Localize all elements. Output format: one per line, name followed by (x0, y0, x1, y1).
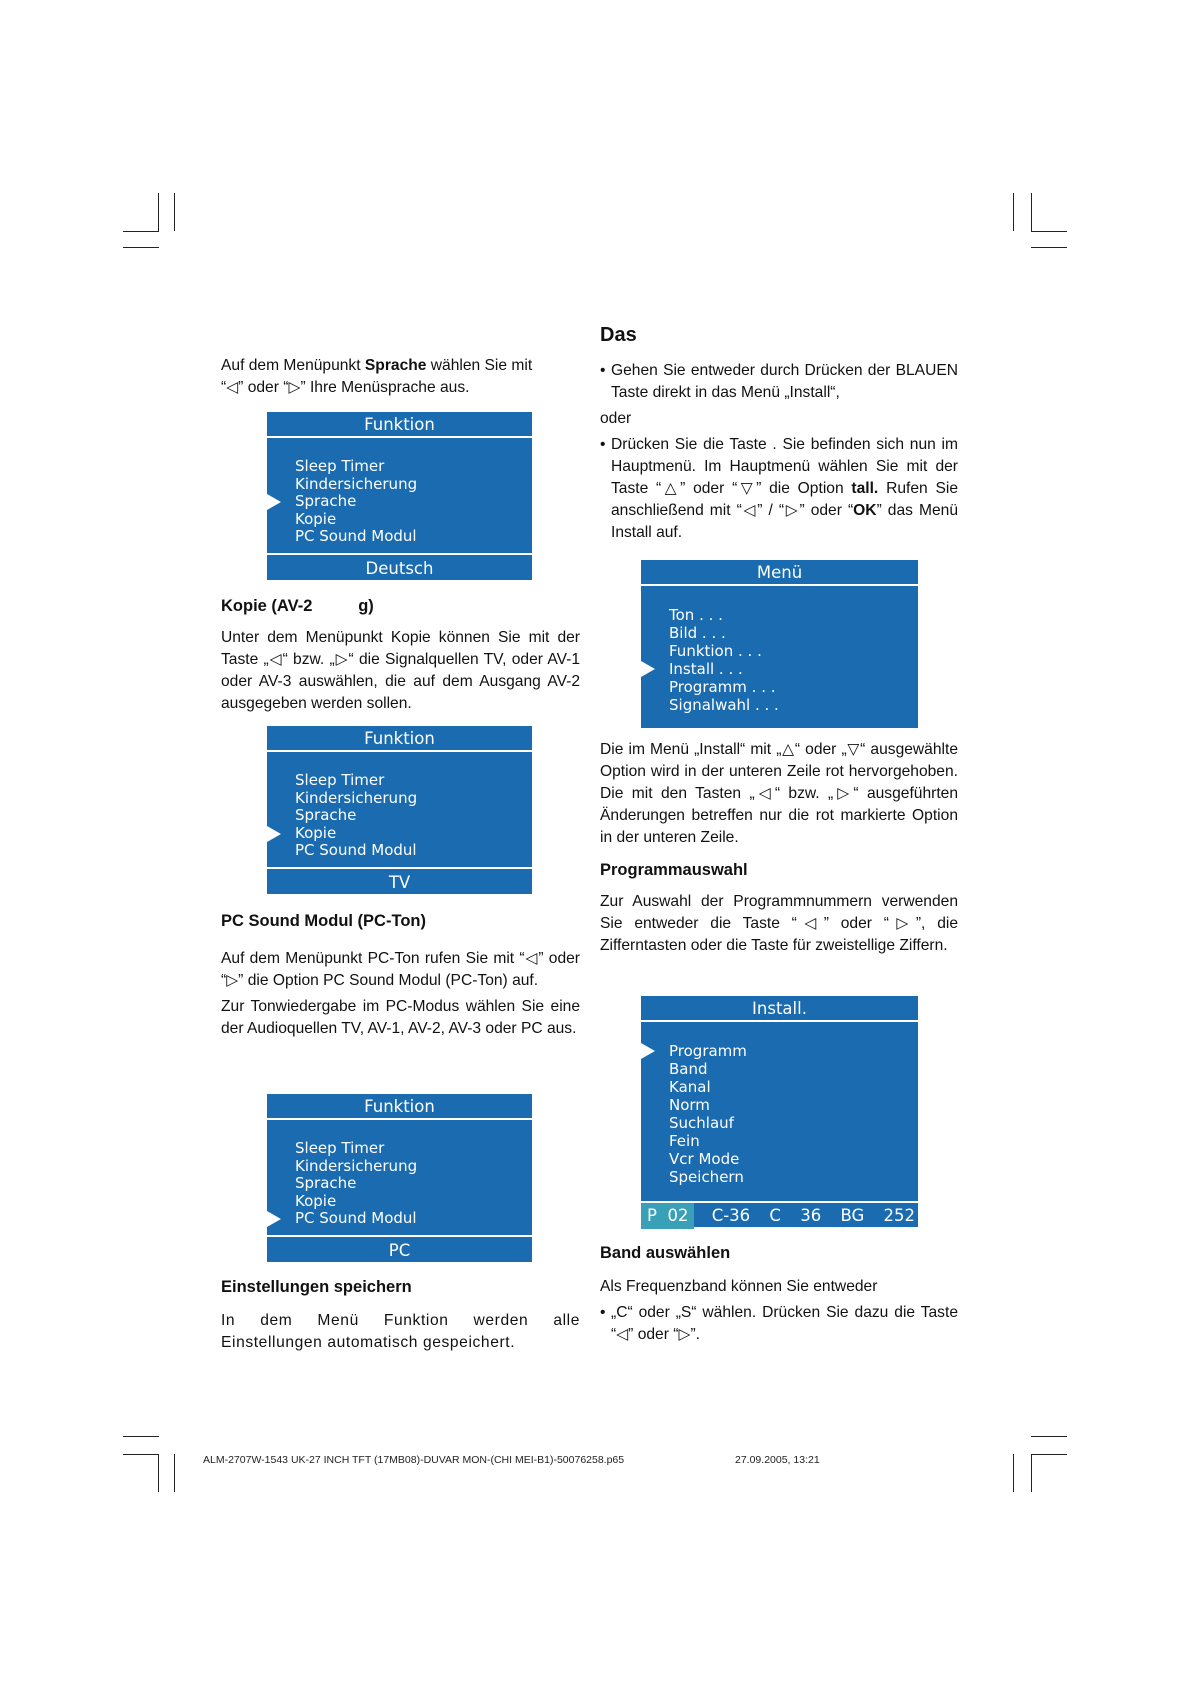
osd-title: Install. (641, 996, 918, 1022)
crop-mark (1013, 1454, 1014, 1492)
osd-item: PC Sound Modul (295, 527, 417, 545)
osd-item: Kindersicherung (295, 474, 418, 493)
install-bullet-1: • Gehen Sie entweder durch Drücken der BLAUEN Taste direkt in das Menü „Install“, (600, 360, 958, 404)
print-footer (203, 1454, 820, 1466)
osd-items (641, 1022, 918, 1186)
crop-mark (123, 1454, 159, 1455)
crop-mark (1013, 193, 1014, 231)
crop-mark (1031, 231, 1067, 232)
pc-text-1: Auf dem Menüpunkt PC-Ton rufen Sie mit “◁” oder “▷” die Option PC Sound Modul (PC-Ton) auf. (221, 950, 580, 989)
install-heading: Das (600, 324, 637, 346)
kopie-heading: Kopie (AV-2 g) (221, 597, 374, 615)
kopie-text: Unter dem Menüpunkt Kopie können Sie mit der Taste „◁“ bzw. „▷“ die Signalquellen TV, oder AV-1 oder AV-3 auswählen, die auf dem Ausgang AV-2 ausgegeben werden sollen. (221, 629, 580, 712)
osd-status-bar (641, 1201, 918, 1227)
channel-value: C-36 (711, 1206, 751, 1225)
norm-value: BG (840, 1206, 865, 1225)
right-column-mid (600, 739, 958, 957)
crop-mark (1031, 247, 1067, 248)
pointer-arrow-icon (267, 826, 281, 842)
osd-item: Speichern (669, 1168, 744, 1186)
osd-main-menu (641, 560, 918, 728)
kopie-section (221, 595, 580, 715)
osd-item: Kanal (669, 1078, 711, 1096)
fine-value: 252 (883, 1206, 916, 1225)
crop-mark (123, 1436, 159, 1437)
crop-mark (123, 231, 159, 232)
crop-mark (174, 193, 175, 231)
osd-funktion-kopie (267, 726, 532, 894)
pointer-arrow-icon (641, 661, 655, 677)
sprache-intro: Auf dem Menüpunkt Sprache wählen Sie mit “◁” oder “▷” Ihre Menüsprache aus. (221, 357, 533, 396)
channel-number: 36 (800, 1206, 822, 1225)
pc-section (221, 910, 580, 1040)
osd-title: Funktion (267, 412, 532, 438)
pc-heading: PC Sound Modul (PC-Ton) (221, 912, 426, 930)
prog-heading: Programmauswahl (600, 861, 748, 879)
osd-item: Sleep Timer (295, 771, 385, 789)
osd-title: Funktion (267, 1094, 532, 1120)
left-column (221, 355, 580, 399)
osd-item: Kopie (295, 1191, 337, 1210)
osd-item-selected: Sprache (295, 493, 532, 511)
osd-item: Fein (669, 1132, 700, 1150)
osd-funktion-pc (267, 1094, 532, 1262)
pointer-arrow-icon (267, 494, 281, 510)
crop-mark (123, 247, 159, 248)
osd-item: Signalwahl . . . (669, 696, 779, 714)
band-heading: Band auswählen (600, 1244, 731, 1262)
osd-item: Bild . . . (669, 624, 726, 642)
osd-items (641, 586, 918, 714)
pointer-arrow-icon (641, 1043, 655, 1059)
osd-item: Kindersicherung (295, 1156, 418, 1175)
install-bullet-2: • Drücken Sie die Taste . Sie befinden sich nun im Hauptmenü. Im Hauptmenü wählen Sie mit der Taste “△” oder “▽” die Option tall. Rufen Sie anschließend mit “◁” / “▷” oder “OK” das Menü Install auf. (600, 434, 958, 544)
osd-item: Vcr Mode (669, 1150, 740, 1168)
program-number: P 02 (641, 1203, 694, 1229)
crop-mark (1031, 1454, 1067, 1455)
save-text: In dem Menü Funktion werden alle Einstellungen automatisch gespeichert. (221, 1312, 580, 1351)
osd-item: Ton . . . (669, 606, 723, 624)
pointer-arrow-icon (267, 1211, 281, 1227)
install-text: Die im Menü „Install“ mit „△“ oder „▽“ ausgewählte Option wird in der unteren Zeile rot hervorgehoben. Die mit den Tasten „◁“ bzw. „▷“ ausgeführten Änderungen betreffen nur die rot markierte Option in der unteren Zeile. (600, 741, 958, 846)
osd-item: Suchlauf (669, 1114, 734, 1132)
band-bullet: • „C“ oder „S“ wählen. Drücken Sie dazu die Taste “◁” oder “▷”. (600, 1302, 958, 1346)
crop-mark (1031, 193, 1032, 231)
osd-item-selected: Kopie (295, 825, 532, 843)
osd-item: PC Sound Modul (295, 841, 417, 859)
osd-item: Sprache (295, 806, 357, 824)
crop-mark (1031, 1436, 1067, 1437)
osd-items (267, 1120, 532, 1228)
band-section (600, 1242, 958, 1346)
osd-item: Sleep Timer (295, 1139, 385, 1157)
osd-footer-value: Deutsch (267, 553, 532, 580)
print-date: 27.09.2005, 13:21 (735, 1454, 820, 1466)
osd-install-menu (641, 996, 918, 1227)
osd-item: Sprache (295, 1174, 357, 1192)
osd-item: Band (669, 1060, 708, 1078)
osd-item: Sleep Timer (295, 457, 385, 475)
crop-mark (158, 1454, 159, 1492)
oder-text: oder (600, 410, 632, 427)
osd-item-selected: Install . . . (669, 660, 918, 678)
osd-items (267, 752, 532, 860)
osd-item: Kopie (295, 509, 337, 528)
osd-item: Kindersicherung (295, 788, 418, 807)
crop-mark (1031, 1454, 1032, 1492)
osd-item-selected: PC Sound Modul (295, 1210, 532, 1228)
pc-text-2: Zur Tonwiedergabe im PC-Modus wählen Sie eine der Audioquellen TV, AV-1, AV-2, AV-3 oder PC aus. (221, 998, 580, 1037)
osd-footer-value: TV (267, 867, 532, 894)
prog-text: Zur Auswahl der Programmnummern verwenden Sie entweder die Taste “◁” oder “▷”, die Zifferntasten oder die Taste für zweistellige Ziffern. (600, 893, 958, 954)
osd-item: Funktion . . . (669, 642, 762, 660)
band-value: C (769, 1206, 781, 1225)
file-name: ALM-2707W-1543 UK-27 INCH TFT (17MB08)-DUVAR MON-(CHI MEI-B1)-50076258.p65 (203, 1454, 625, 1466)
crop-mark (158, 193, 159, 231)
osd-footer-value: PC (267, 1235, 532, 1262)
osd-title: Menü (641, 560, 918, 586)
osd-title: Funktion (267, 726, 532, 752)
save-heading: Einstellungen speichern (221, 1278, 412, 1296)
osd-item: Norm (669, 1096, 710, 1114)
osd-funktion-sprache (267, 412, 532, 580)
osd-item: Programm . . . (669, 678, 776, 696)
right-column-top (600, 322, 958, 544)
band-text: Als Frequenzband können Sie entweder (600, 1278, 878, 1295)
save-section (221, 1276, 580, 1354)
osd-items (267, 438, 532, 546)
crop-mark (174, 1454, 175, 1492)
osd-item-selected: Programm (669, 1042, 918, 1060)
